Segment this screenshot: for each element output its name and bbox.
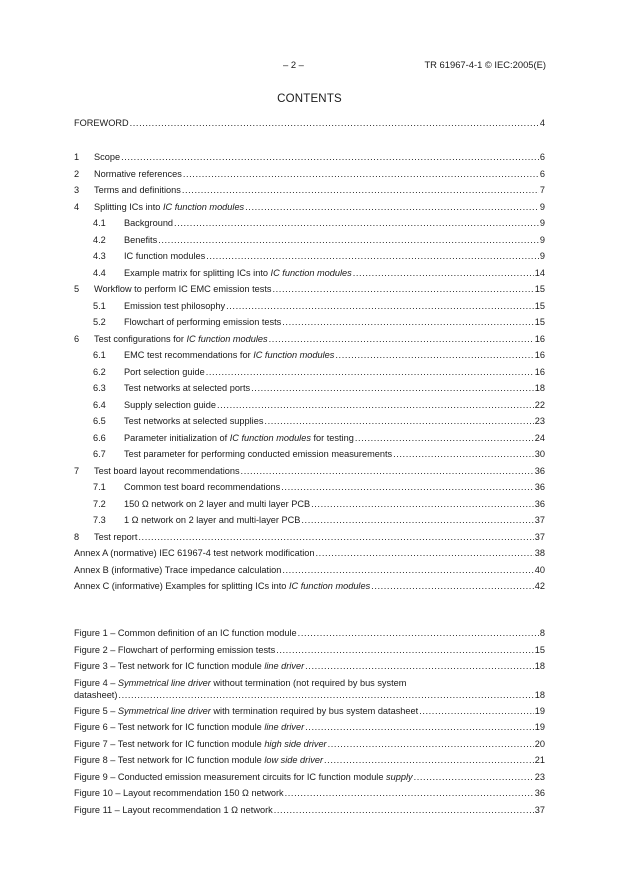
italic-term: high side driver [264, 738, 327, 749]
toc-entry-title: Workflow to perform IC EMC emission tests [94, 284, 272, 294]
title-text: Example matrix for splitting ICs into [124, 267, 271, 278]
leader-dots [393, 449, 534, 459]
leader-dots [158, 235, 539, 245]
leader-dots [251, 383, 534, 393]
toc-entry-number: 6.5 [93, 416, 106, 426]
title-text: for testing [310, 432, 354, 443]
title-text: Figure 1 – Common definition of an IC function module [74, 628, 297, 638]
leader-dots [121, 152, 539, 162]
toc-subentry[interactable] [93, 218, 545, 235]
toc-figure-entry[interactable] [74, 645, 545, 662]
leader-dots [419, 706, 534, 716]
toc-subentry[interactable] [93, 301, 545, 318]
toc-entry-title [124, 350, 334, 360]
leader-dots [324, 755, 534, 765]
toc-entry[interactable] [74, 152, 545, 169]
italic-term: supply [386, 771, 413, 782]
toc-entry-number: 6.7 [93, 449, 106, 459]
toc-entry-number: 4 [74, 201, 80, 212]
toc-subentry[interactable] [93, 367, 545, 384]
toc-entry-page: 38 [534, 548, 545, 558]
title-text: Parameter initialization of [124, 432, 230, 443]
title-text: EMC test recommendations for [124, 350, 254, 360]
toc-entry-number: 2 [74, 168, 80, 179]
italic-term: low side driver [264, 755, 324, 765]
leader-dots [355, 433, 534, 443]
toc-figure-entry[interactable] [74, 661, 545, 678]
title-text: Figure 2 – Flowchart of performing emission tests [74, 644, 276, 655]
toc-entry-title [74, 739, 327, 749]
toc-entry-page: 15 [534, 300, 545, 311]
toc-entry-title [74, 661, 304, 671]
toc-entry-page: 20 [534, 738, 545, 749]
toc-subentry[interactable] [93, 383, 545, 400]
title-text: Figure 4 – [74, 677, 118, 688]
toc-entry-number: 6.4 [93, 399, 106, 410]
toc-entry-title: 150 Ω network on 2 layer and multi layer PCB [124, 498, 311, 509]
toc-figure-entry[interactable] [74, 788, 545, 805]
italic-term: IC function modules [162, 201, 245, 212]
toc-entry-title [74, 788, 284, 798]
italic-term: Symmetrical line driver [117, 677, 211, 688]
toc-entry-page: 8 [539, 628, 545, 638]
title-text: Figure 7 – Test network for IC function module [74, 738, 265, 749]
leader-dots [182, 185, 539, 195]
toc-entry-title [74, 772, 413, 782]
title-text: Annex C (informative) Examples for splitting ICs into [74, 581, 289, 591]
toc-entry-title: Terms and definitions [94, 185, 181, 195]
toc-subentry[interactable] [93, 449, 545, 466]
toc-entry-title [74, 805, 273, 815]
toc-entry-number: 6 [74, 333, 80, 344]
toc-entry-page: 9 [539, 251, 545, 261]
toc-entry-continuation [74, 690, 545, 706]
toc-entry-number: 5.1 [93, 300, 106, 311]
toc-figure-entry[interactable] [74, 678, 545, 706]
toc-entry-title: Scope [94, 152, 121, 162]
toc-entry-title: Annex B (informative) Trace impedance calculation [74, 564, 282, 575]
leader-dots [217, 400, 534, 410]
title-text: Figure 6 – Test network for IC function module [74, 722, 265, 732]
toc-entry-title: Annex A (normative) IEC 61967-4 test network modification [74, 548, 315, 558]
toc-entry[interactable] [74, 334, 545, 351]
toc-entry-page: 36 [534, 788, 545, 798]
toc-entry-page: 15 [534, 317, 545, 327]
toc-entry-title [74, 645, 275, 655]
toc-entry-page: 9 [539, 201, 545, 212]
leader-dots [118, 690, 533, 700]
toc-entry-number: 7 [74, 465, 80, 476]
toc-entry-page: 23 [534, 771, 545, 782]
toc-entry-number: 6.1 [93, 350, 106, 360]
italic-term: line driver [264, 661, 305, 671]
toc-entry-title: Supply selection guide [124, 399, 216, 410]
toc-entry-page: 42 [534, 581, 545, 591]
toc-entry[interactable] [74, 284, 545, 301]
toc-entry-title: Common test board recommendations [124, 482, 281, 492]
toc-entry-page: 6 [539, 152, 545, 162]
toc-entry-title: FOREWORD [74, 118, 129, 128]
title-text: Splitting ICs into [94, 201, 163, 212]
toc-entry-page: 24 [534, 432, 545, 443]
toc-subentry[interactable] [93, 482, 545, 499]
title-text: Figure 10 – Layout recommendation 150 Ω network [74, 788, 284, 798]
title-text: Figure 3 – Test network for IC function module [74, 661, 265, 671]
italic-term: line driver [264, 722, 305, 732]
toc-entry-page: 37 [534, 515, 545, 525]
toc-entry-number: 1 [74, 152, 80, 162]
toc-entry-page: 40 [534, 564, 545, 575]
italic-term: IC function modules [229, 432, 311, 443]
toc-subentry[interactable] [93, 416, 545, 433]
leader-dots [301, 515, 533, 525]
toc-entry-page: 9 [539, 218, 545, 228]
toc-entry-page: 16 [534, 350, 545, 360]
toc-subentry[interactable] [93, 317, 545, 334]
title-text: Figure 5 – [74, 705, 118, 716]
toc-subentry[interactable] [93, 350, 545, 367]
toc-figure-entry[interactable] [74, 706, 545, 723]
leader-dots [298, 628, 539, 638]
page-header [0, 59, 619, 73]
toc-entry-page: 15 [534, 644, 545, 655]
title-text: Figure 8 – Test network for IC function module [74, 755, 265, 765]
toc-figure-entry[interactable] [74, 739, 545, 756]
toc-subentry[interactable] [93, 433, 545, 450]
toc-entry-page: 37 [534, 531, 545, 542]
italic-term: IC function modules [288, 581, 371, 591]
toc-figure-entry[interactable] [74, 805, 545, 822]
leader-dots [174, 218, 539, 228]
leader-dots [274, 805, 534, 815]
italic-term: IC function modules [186, 333, 268, 344]
title-text: Test configurations for [94, 333, 187, 344]
italic-term: IC function modules [253, 350, 335, 360]
toc-entry-title: Test report [94, 531, 138, 542]
toc-entry-page: 36 [534, 498, 545, 509]
toc-subentry[interactable] [93, 499, 545, 516]
toc-entry-number: 3 [74, 185, 80, 195]
document-reference: TR 61967-4-1 © IEC:2005(E) [424, 59, 546, 70]
toc-entry-page: 7 [539, 185, 545, 195]
leader-dots [226, 301, 534, 311]
leader-dots [311, 499, 534, 509]
toc-entry-page: 36 [534, 482, 545, 492]
leader-dots [245, 202, 539, 212]
toc-sections [74, 152, 545, 548]
leader-dots [264, 416, 533, 426]
toc-entry-page: 19 [534, 705, 545, 716]
toc-entry-title: Normative references [94, 168, 182, 179]
toc-entry-number: 6.2 [93, 366, 106, 377]
title-text: datasheet) [74, 689, 118, 700]
toc-entry-number: 7.1 [93, 482, 106, 492]
toc-entry-page: 6 [539, 168, 545, 179]
toc-entry-page: 16 [534, 366, 545, 377]
toc-entry-page: 18 [534, 383, 545, 393]
leader-dots [285, 788, 534, 798]
toc-entry-page: 21 [534, 755, 545, 765]
toc-entry-number: 6.3 [93, 383, 106, 393]
toc-entry-number: 5.2 [93, 317, 106, 327]
toc-entry-number: 8 [74, 531, 80, 542]
leader-dots [371, 581, 534, 591]
toc-entry-title: Port selection guide [124, 366, 205, 377]
toc-entry-title: Benefits [124, 234, 158, 245]
toc-entry-number: 7.3 [93, 515, 106, 525]
toc-figures [74, 628, 545, 821]
leader-dots [328, 739, 534, 749]
toc-entry-title [94, 202, 244, 212]
toc-entry-title: Test parameter for performing conducted emission measurements [124, 449, 393, 459]
toc-entry[interactable] [74, 185, 545, 202]
toc-entry-number: 4.4 [93, 267, 106, 278]
leader-dots [335, 350, 533, 360]
toc-entry-page: 22 [534, 399, 545, 410]
leader-dots [206, 251, 539, 261]
toc-entry-title: Test networks at selected ports [124, 383, 251, 393]
toc-entry-title [74, 706, 418, 716]
page-title: CONTENTS [277, 93, 342, 105]
toc-entry-title [74, 628, 297, 638]
toc-annex-entry[interactable] [74, 548, 545, 565]
toc-entry-title: IC function modules [124, 251, 206, 261]
toc-entry-title [94, 334, 268, 344]
toc-entry-number: 4.2 [93, 234, 106, 245]
toc-annexes [74, 548, 545, 598]
toc-entry-page: 36 [534, 465, 545, 476]
toc-subentry[interactable] [93, 268, 545, 285]
toc-entry-page: 18 [534, 661, 545, 671]
leader-dots [273, 284, 534, 294]
toc-entry-title [74, 678, 545, 690]
toc-entry-title [124, 433, 354, 443]
toc-entry-title: Background [124, 218, 174, 228]
leader-dots [241, 466, 534, 476]
toc-subentry[interactable] [93, 235, 545, 252]
toc-entry-page: 37 [534, 804, 545, 815]
toc-entry-number: 7.2 [93, 498, 106, 509]
leader-dots [316, 548, 534, 558]
toc-subentry[interactable] [93, 251, 545, 268]
toc-entry-title: Flowchart of performing emission tests [124, 317, 282, 327]
toc-entry[interactable] [74, 466, 545, 483]
toc-entry-page: 16 [534, 333, 545, 344]
toc-figure-entry[interactable] [74, 755, 545, 772]
toc-entry-page: 18 [534, 689, 545, 700]
toc-entry-title: Test networks at selected supplies [124, 416, 264, 426]
leader-dots [282, 565, 533, 575]
title-text: Figure 9 – Conducted emission measurement circuits for IC function module [74, 771, 387, 782]
leader-dots [353, 268, 534, 278]
toc-subentry[interactable] [93, 515, 545, 532]
leader-dots [206, 367, 534, 377]
leader-dots [305, 661, 534, 671]
toc-entry[interactable] [74, 202, 545, 219]
toc-annex-entry[interactable] [74, 565, 545, 582]
toc-foreword [74, 118, 545, 135]
leader-dots [281, 482, 534, 492]
italic-term: Symmetrical line driver [117, 705, 211, 716]
leader-dots [138, 532, 533, 542]
toc-entry-page: 19 [534, 722, 545, 732]
toc-entry-page: 23 [534, 416, 545, 426]
toc-entry-page: 14 [534, 267, 545, 278]
toc-figure-entry[interactable] [74, 628, 545, 645]
leader-dots [276, 645, 534, 655]
toc-entry-title [74, 581, 370, 591]
toc-entry-title: Test board layout recommendations [94, 465, 240, 476]
title-text: without termination (not required by bus system [210, 677, 407, 688]
toc-entry-page: 30 [534, 449, 545, 459]
toc-entry[interactable] [74, 532, 545, 549]
title-text: with termination required by bus system datasheet [210, 705, 419, 716]
toc-figure-entry[interactable] [74, 772, 545, 789]
toc-entry-page: 4 [539, 118, 545, 128]
toc-entry-title: Emission test philosophy [124, 300, 226, 311]
toc-entry-title [74, 722, 304, 732]
toc-entry[interactable] [74, 169, 545, 186]
toc-entry-number: 4.1 [93, 218, 106, 228]
leader-dots [130, 118, 539, 128]
leader-dots [269, 334, 534, 344]
toc-entry-page: 9 [539, 234, 545, 245]
toc-entry-title [124, 268, 352, 278]
toc-entry-title [74, 755, 323, 765]
italic-term: IC function modules [270, 267, 352, 278]
page-number: – 2 – [283, 59, 304, 70]
leader-dots [414, 772, 534, 782]
toc-entry-page: 15 [534, 284, 545, 294]
toc-figure-entry[interactable] [74, 722, 545, 739]
toc-annex-entry[interactable] [74, 581, 545, 598]
toc-entry[interactable] [74, 118, 545, 135]
toc-entry-number: 4.3 [93, 251, 106, 261]
leader-dots [305, 722, 534, 732]
title-text: Figure 11 – Layout recommendation 1 Ω network [74, 804, 273, 815]
toc-entry-number: 5 [74, 284, 80, 294]
leader-dots [183, 169, 539, 179]
toc-entry-title: 1 Ω network on 2 layer and multi-layer PCB [124, 515, 301, 525]
toc-subentry[interactable] [93, 400, 545, 417]
leader-dots [282, 317, 534, 327]
toc-entry-number: 6.6 [93, 432, 106, 443]
